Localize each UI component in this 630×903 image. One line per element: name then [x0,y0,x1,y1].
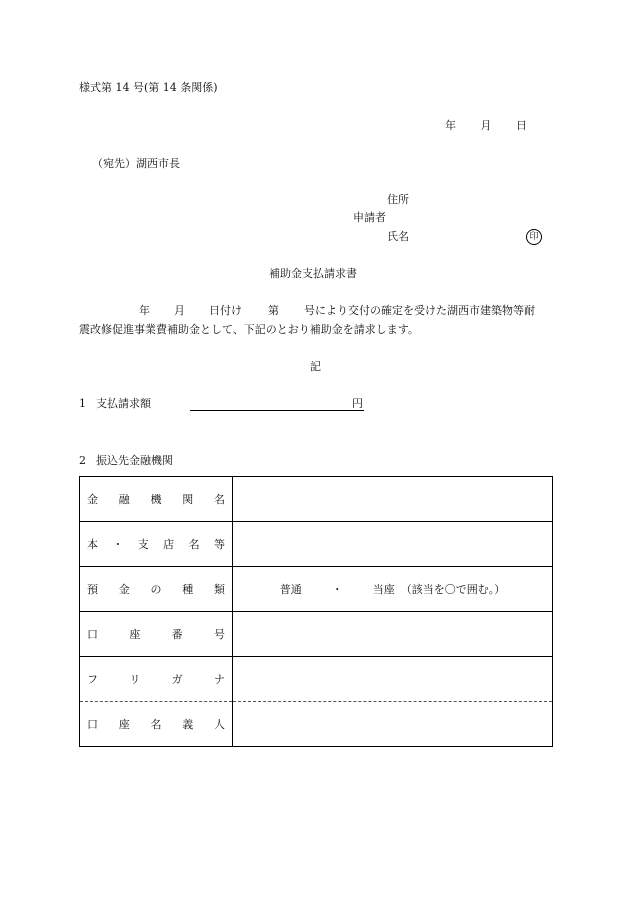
document-title: 補助金支払請求書 [269,267,357,280]
table-row [80,657,553,702]
account-type-separator: ・ [331,583,343,596]
body-date-suffix: 日付け [209,304,242,317]
addressee: （宛先）湖西市長 [92,157,180,170]
account-type-note: （該当を〇で囲む。） [400,583,506,596]
amount-unit: 円 [352,397,363,410]
section1-number: 1 [79,397,86,410]
account-type-ordinary[interactable]: 普通 [279,583,302,596]
bank-name-value[interactable] [233,477,553,522]
date-day: 日 [516,119,527,132]
body-number-prefix: 第 [268,304,279,317]
name-label: 氏名 [387,230,409,243]
body-line2: 震改修促進事業費補助金として、下記のとおり補助金を請求します。 [79,323,419,336]
table-row [80,477,553,522]
bank-name-label: 金 融 機 関 名 [80,477,233,522]
account-type-current[interactable]: 当座 [372,583,395,596]
body-month: 月 [174,304,185,317]
bank-table [79,476,553,747]
account-number-label: 口 座 番 号 [80,612,233,657]
section2-label: 振込先金融機関 [96,454,173,467]
ki-mark: 記 [310,360,321,373]
table-row [80,567,553,612]
body-year: 年 [139,304,150,317]
branch-name-value[interactable] [233,522,553,567]
date-line [445,119,527,133]
table-row [80,612,553,657]
form-number: 様式第 14 号(第 14 条関係) [79,81,218,94]
date-month: 月 [480,119,492,132]
section2-number: 2 [79,454,86,467]
account-number-value[interactable] [233,612,553,657]
table-row [80,702,553,747]
furigana-label: フ リ ガ ナ [80,657,233,702]
account-type-value[interactable] [233,567,553,612]
table-row [80,522,553,567]
seal-icon: 印 [526,229,542,245]
section1-label: 支払請求額 [96,397,151,410]
account-type-label: 預 金 の 種 類 [80,567,233,612]
account-type-options [233,581,552,597]
body-line1-rest: 号により交付の確定を受けた湖西市建築物等耐 [304,304,535,317]
furigana-value[interactable] [233,657,553,702]
applicant-label: 申請者 [353,211,386,224]
branch-name-label: 本 ・ 支 店 名 等 [80,522,233,567]
address-label: 住所 [387,193,409,206]
date-year: 年 [445,119,456,132]
account-holder-value[interactable] [233,702,553,747]
amount-underline [190,410,364,411]
account-holder-label: 口 座 名 義 人 [80,702,233,747]
seal-mark [526,229,542,245]
